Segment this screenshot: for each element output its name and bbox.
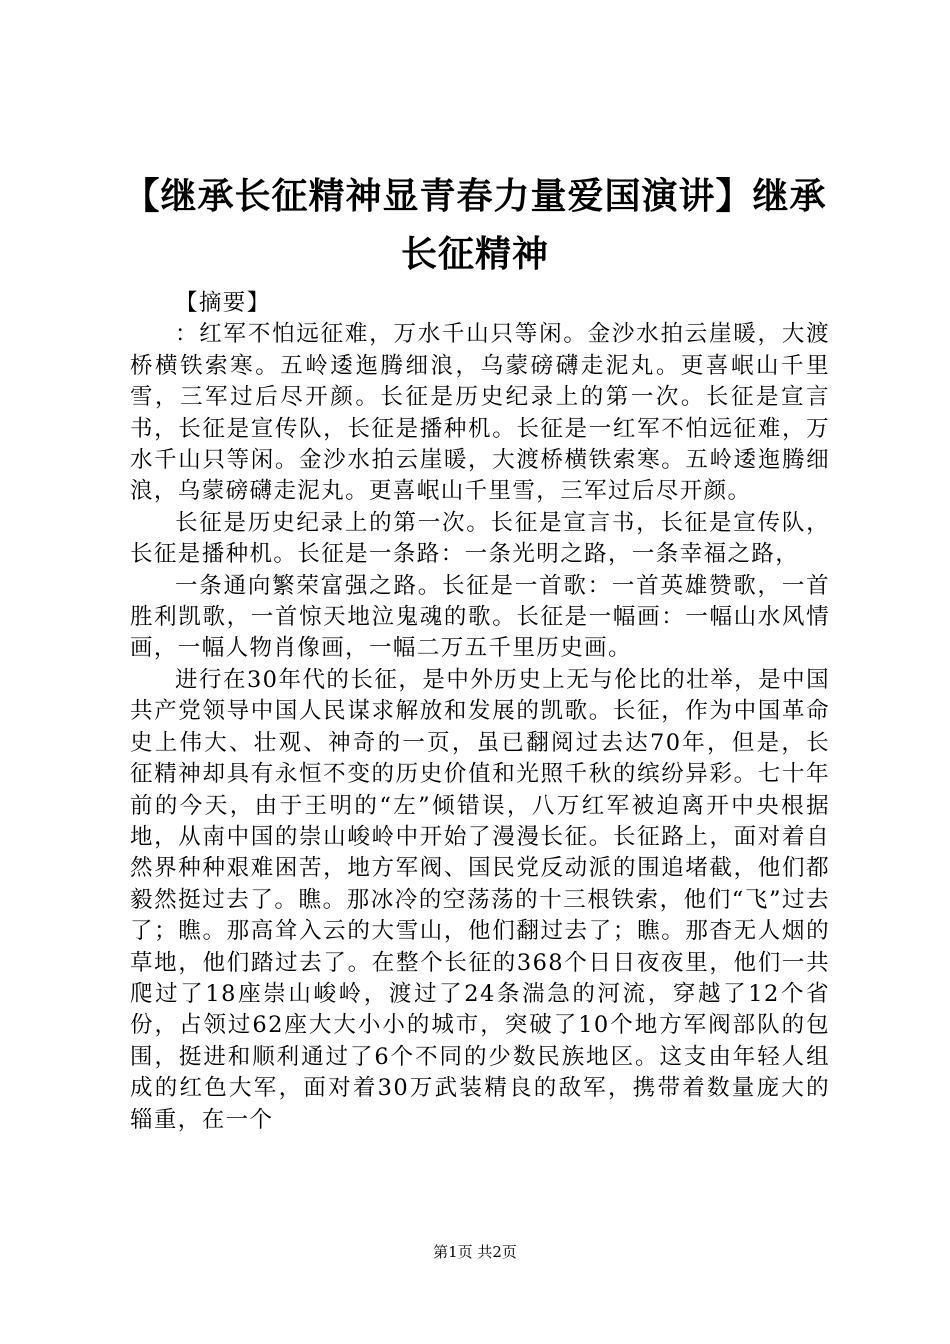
- abstract-label: 【摘要】: [175, 290, 271, 316]
- document-body: [130, 288, 830, 1136]
- paragraph: 一条通向繁荣富强之路。长征是一首歌：一首英雄赞歌，一首胜利凯歌，一首惊天地泣鬼魂的歌。长征是一幅画：一幅山水风情画，一幅人物肖像画，一幅二万五千里历史画。: [130, 572, 830, 662]
- paragraph: 进行在30年代的长征，是中外历史上无与伦比的壮举，是中国共产党领导中国人民谋求解放和发展的凯歌。长征，作为中国革命史上伟大、壮观、神奇的一页，虽已翻阅过去达70年，但是，长征精神却具有永恒不变的历史价值和光照千秋的缤纷异彩。七十年前的今天，由于王明的“左”倾错误，八万红军被迫离开中央根据地，从南中国的崇山峻岭中开始了漫漫长征。长征路上，面对着自然界种种艰难困苦，地方军阀、国民党反动派的围追堵截，他们都毅然挺过去了。瞧。那冰冷的空荡荡的十三根铁索，他们“飞”过去了；瞧。那高耸入云的大雪山，他们翻过去了；瞧。那杳无人烟的草地，他们踏过去了。在整个长征的368个日日夜夜里，他们一共爬过了18座崇山峻岭，渡过了24条湍急的河流，穿越了12个省份，占领过62座大大小小的城市，突破了10个地方军阀部队的包围，挺进和顺利通过了6个不同的少数民族地区。这支由年轻人组成的红色大军，面对着30万武装精良的敌军，携带着数量庞大的辎重，在一个: [130, 666, 830, 1133]
- page-footer: 第1页 共2页: [433, 1243, 517, 1261]
- paragraph: 长征是历史纪录上的第一次。长征是宣言书，长征是宣传队，长征是播种机。长征是一条路：一条光明之路，一条幸福之路，: [130, 509, 830, 568]
- paragraph: ：红军不怕远征难，万水千山只等闲。金沙水拍云崖暖，大渡桥横铁索寒。五岭逶迤腾细浪，乌蒙磅礴走泥丸。更喜岷山千里雪，三军过后尽开颜。长征是历史纪录上的第一次。长征是宣言书，长征是宣传队，长征是播种机。长征是一红军不怕远征难，万水千山只等闲。金沙水拍云崖暖，大渡桥横铁索寒。五岭逶迤腾细浪，乌蒙磅礴走泥丸。更喜岷山千里雪，三军过后尽开颜。: [130, 321, 830, 505]
- document-title: 【继承长征精神显青春力量爱国演讲】继承长征精神: [123, 176, 827, 275]
